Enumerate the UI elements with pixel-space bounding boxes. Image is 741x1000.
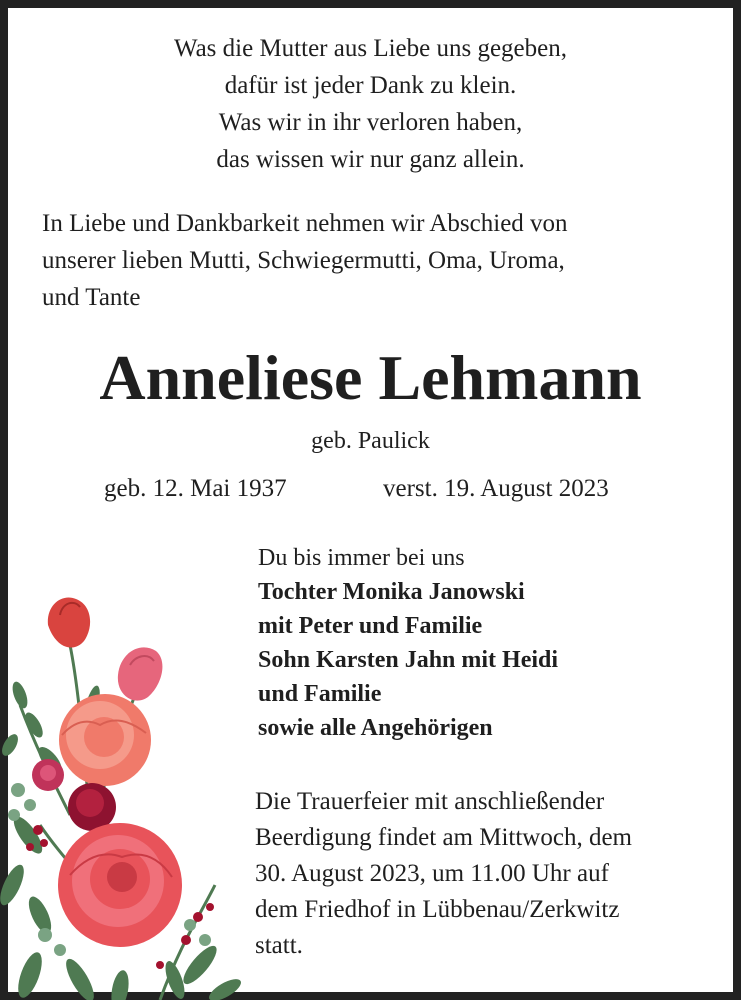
poem-line: Was die Mutter aus Liebe uns gegeben,: [173, 35, 567, 62]
pink-tulip: [118, 647, 163, 700]
dark-carnation: [68, 783, 116, 831]
pink-rose: [58, 823, 182, 947]
mourner-line: und Familie: [258, 681, 382, 707]
mourner-line: Sohn Karsten Jahn mit Heidi: [258, 647, 559, 673]
intro-line: und Tante: [42, 284, 141, 311]
red-tulip: [48, 597, 90, 647]
death-date: verst. 19. August 2023: [383, 475, 609, 502]
flower-bouquet-illustration: [0, 585, 250, 1000]
deceased-name: Anneliese Lehmann: [99, 342, 642, 413]
memorial-poem: [0, 30, 741, 178]
poem-line: Was wir in ihr verloren haben,: [218, 109, 523, 136]
funeral-notice: [255, 784, 632, 964]
mourner-line: Tochter Monika Janowski: [258, 579, 525, 605]
mourners-opening: Du bis immer bei uns: [258, 545, 465, 571]
poem-line: dafür ist jeder Dank zu klein.: [224, 72, 517, 99]
mourner-line: mit Peter und Familie: [258, 613, 483, 639]
funeral-line: statt.: [255, 932, 303, 959]
funeral-line: dem Friedhof in Lübbenau/Zerkwitz: [255, 896, 620, 923]
funeral-line: Die Trauerfeier mit anschließender: [255, 788, 605, 815]
mourner-line: sowie alle Angehörigen: [258, 715, 493, 741]
coral-carnation: [59, 694, 151, 786]
mourners-list: [258, 541, 558, 745]
maiden-name: geb. Paulick: [311, 428, 430, 454]
pink-carnation: [32, 759, 64, 791]
funeral-line: Beerdigung findet am Mittwoch, dem: [255, 824, 633, 851]
funeral-line: 30. August 2023, um 11.00 Uhr auf: [255, 860, 609, 887]
intro-line: unserer lieben Mutti, Schwiegermutti, Oma, Uroma,: [42, 247, 565, 274]
birth-date: geb. 12. Mai 1937: [104, 475, 287, 502]
farewell-intro: [42, 205, 722, 316]
poem-line: das wissen wir nur ganz allein.: [216, 146, 525, 173]
intro-line: In Liebe und Dankbarkeit nehmen wir Abschied von: [42, 210, 568, 237]
